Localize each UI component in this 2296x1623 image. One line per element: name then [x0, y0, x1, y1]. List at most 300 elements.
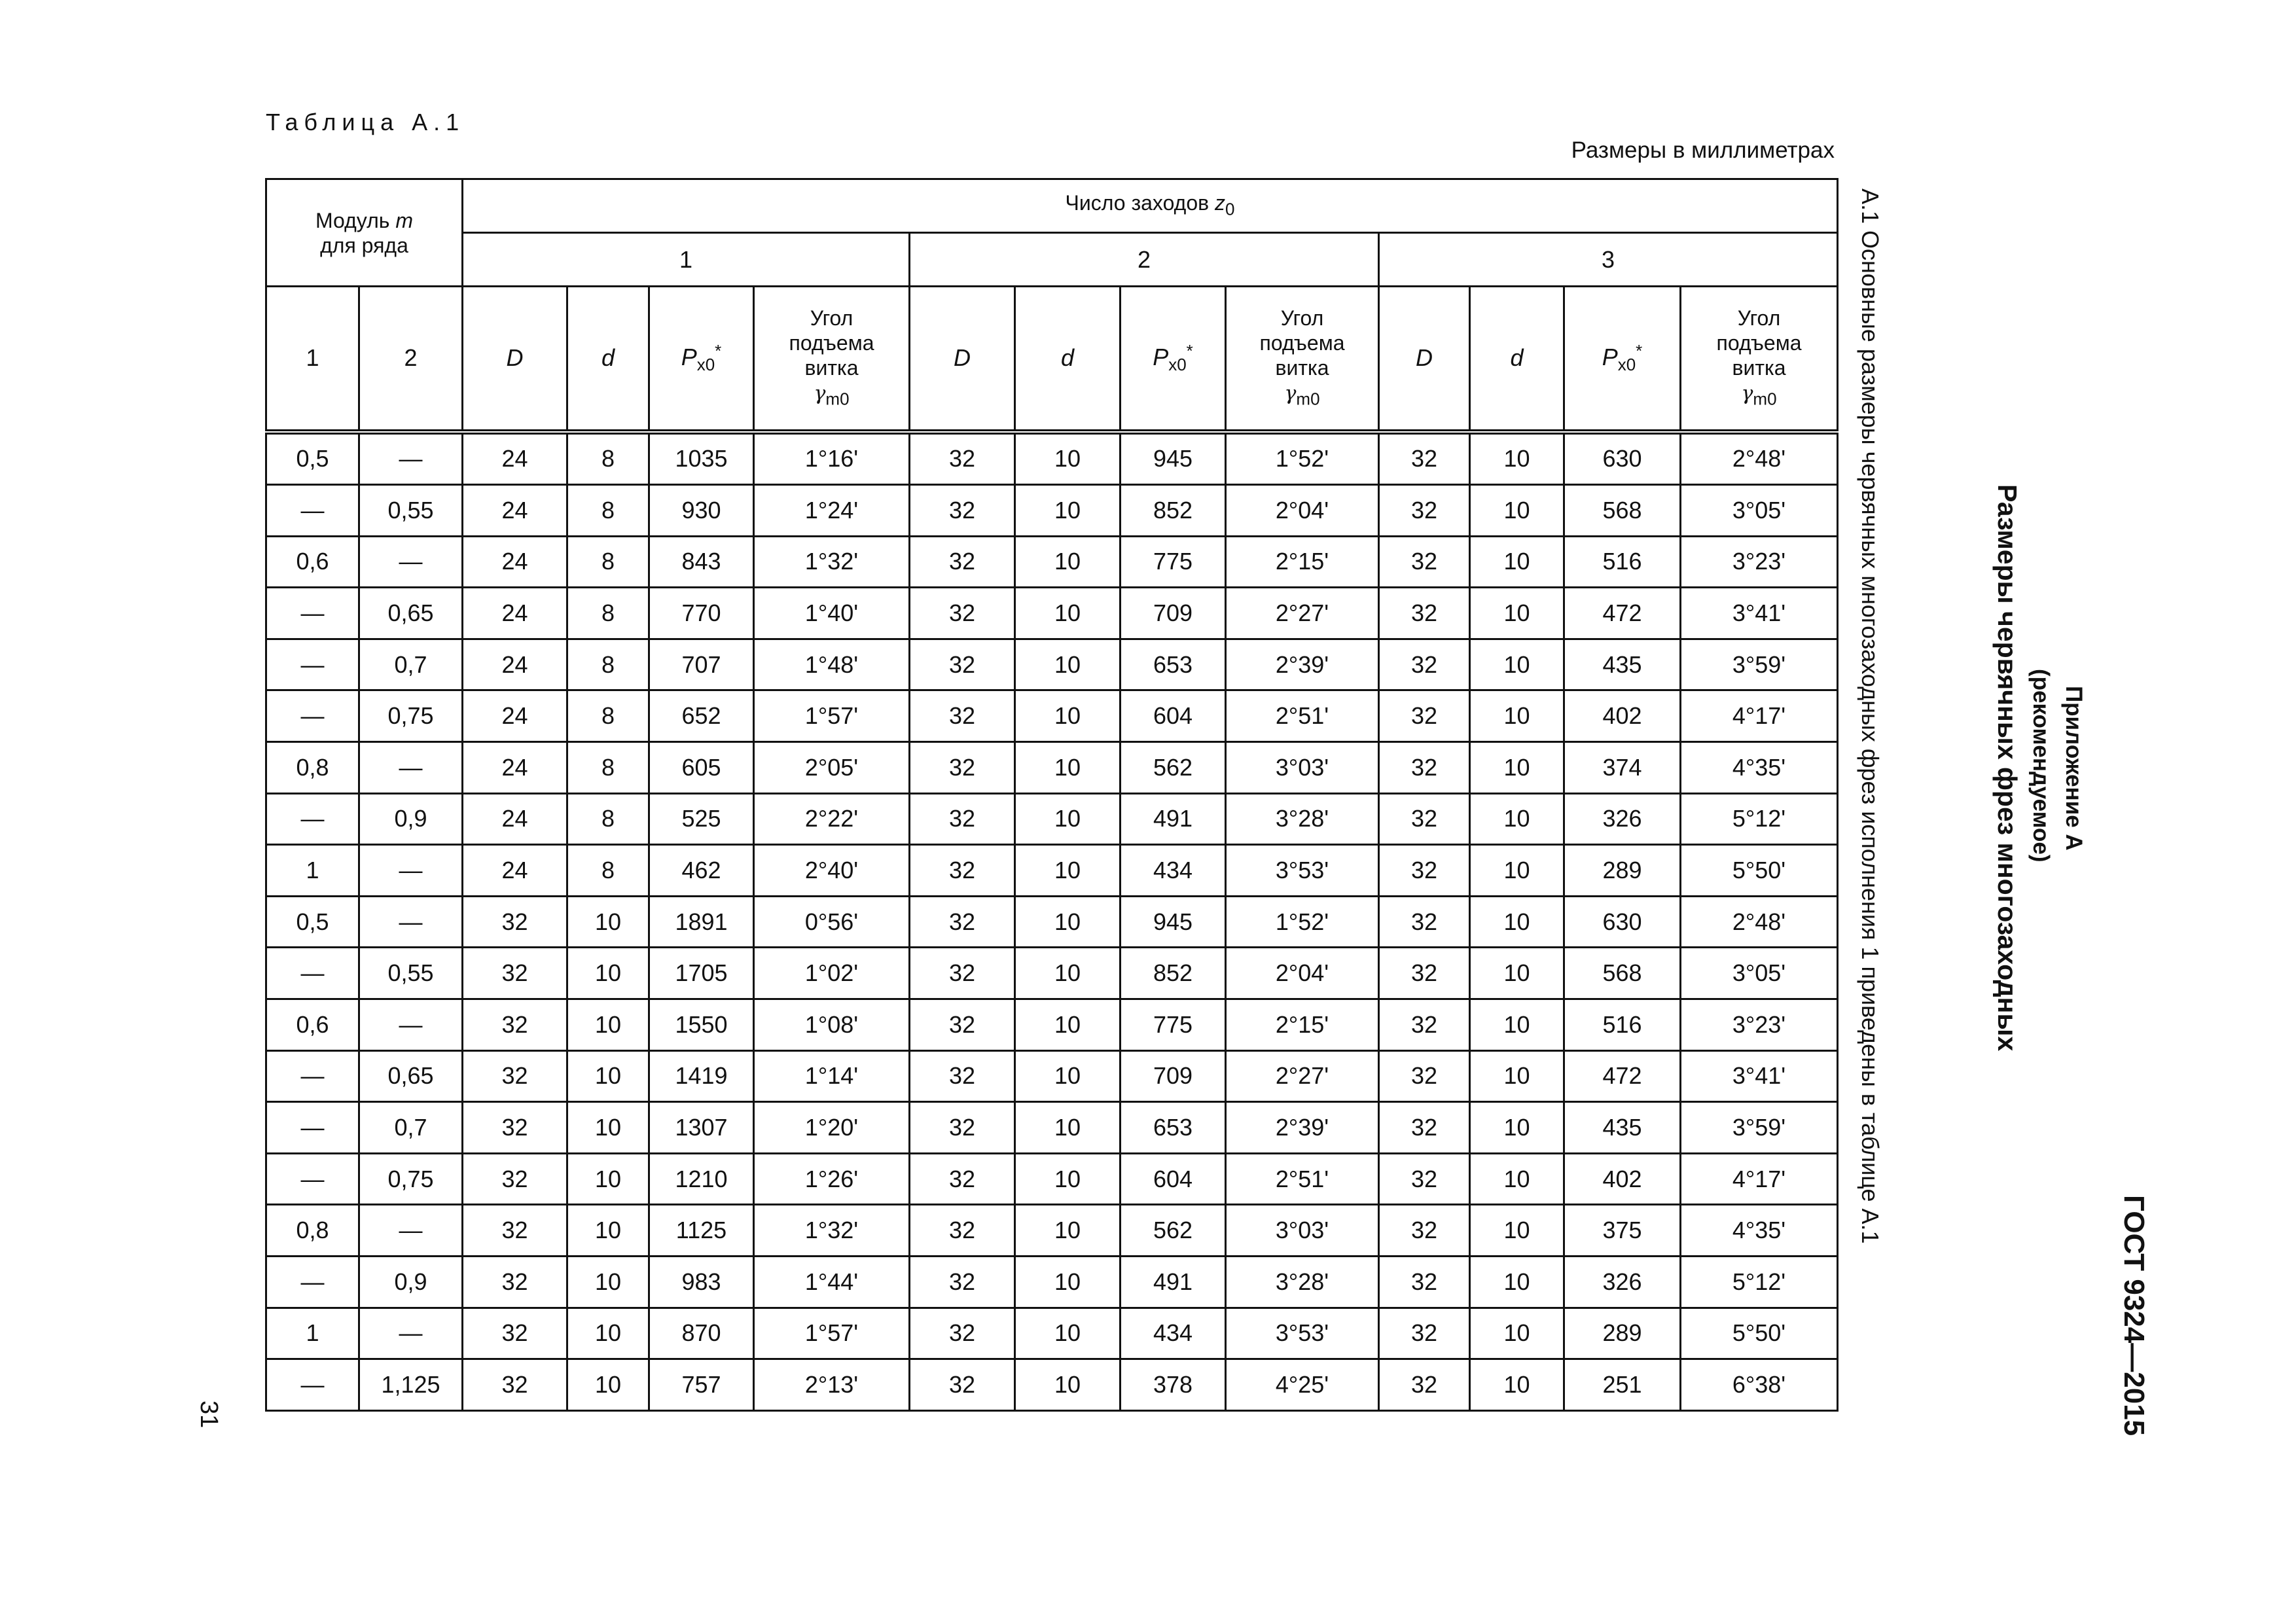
table-cell: 945	[1121, 896, 1226, 948]
table-row	[266, 948, 1838, 999]
table-cell: 32	[1379, 1359, 1470, 1411]
table-cell: 2°05'	[754, 742, 910, 794]
table-cell: 757	[649, 1359, 754, 1411]
table-cell: 568	[1564, 485, 1681, 537]
table-cell: 4°35'	[1681, 742, 1838, 794]
table-cell: 10	[1015, 793, 1121, 845]
table-row	[266, 485, 1838, 537]
table-cell: 10	[1470, 845, 1564, 897]
table-cell: 0,8	[266, 742, 359, 794]
table-cell: 32	[910, 1308, 1015, 1359]
table-cell: 8	[567, 536, 649, 588]
table-cell: 32	[1379, 485, 1470, 537]
table-cell: 1	[266, 1308, 359, 1359]
table-cell: 3°03'	[1226, 742, 1379, 794]
table-cell: 1419	[649, 1050, 754, 1102]
table-cell: 10	[567, 1153, 649, 1205]
table-cell: 10	[1015, 536, 1121, 588]
table-cell: 10	[1470, 1359, 1564, 1411]
module-symbol: m	[395, 208, 413, 232]
table-cell: 870	[649, 1308, 754, 1359]
table-cell: 3°59'	[1681, 1102, 1838, 1154]
table-cell: 2°22'	[754, 793, 910, 845]
col-angle-1: Угол подъема витка $\gamma_{m0}$	[754, 287, 910, 432]
table-cell: 32	[1379, 845, 1470, 897]
table-cell: 32	[1379, 1050, 1470, 1102]
table-cell: 24	[463, 845, 567, 897]
table-cell: 32	[1379, 1153, 1470, 1205]
table-cell: 1	[266, 845, 359, 897]
table-cell: 1°14'	[754, 1050, 910, 1102]
table-cell: 32	[910, 536, 1015, 588]
group-header-1: 1	[463, 233, 910, 287]
table-cell: 8	[567, 690, 649, 742]
table-cell: 10	[1015, 690, 1121, 742]
table-cell: 0°56'	[754, 896, 910, 948]
table-cell: 491	[1121, 1257, 1226, 1308]
table-cell: 10	[1015, 896, 1121, 948]
appendix-label: Приложение А	[2061, 686, 2087, 851]
table-cell: 1125	[649, 1205, 754, 1257]
table-cell: 1°57'	[754, 1308, 910, 1359]
table-cell: 32	[463, 1050, 567, 1102]
table-cell: 32	[463, 1308, 567, 1359]
table-cell: 32	[463, 1257, 567, 1308]
table-cell: 32	[463, 1153, 567, 1205]
table-cell: 32	[1379, 948, 1470, 999]
table-cell: 1°08'	[754, 999, 910, 1051]
note-line: А.1 Основные размеры червячных многозаходных фрез исполнения 1 приведены в таблице А.1	[1857, 188, 1884, 1244]
table-cell: 10	[1015, 845, 1121, 897]
table-cell: 770	[649, 588, 754, 639]
table-row	[266, 845, 1838, 897]
table-cell: 32	[463, 948, 567, 999]
table-cell: 562	[1121, 742, 1226, 794]
table-cell: 10	[567, 948, 649, 999]
table-row	[266, 742, 1838, 794]
table-cell: 1°32'	[754, 1205, 910, 1257]
table-cell: 2°39'	[1226, 1102, 1379, 1154]
table-cell: 1°32'	[754, 536, 910, 588]
starts-symbol: z	[1215, 190, 1226, 215]
table-cell: 1705	[649, 948, 754, 999]
table-cell: 32	[910, 1153, 1015, 1205]
table-cell: 4°17'	[1681, 1153, 1838, 1205]
table-cell: 707	[649, 639, 754, 690]
table-cell: 10	[1015, 948, 1121, 999]
module-row-text: для ряда	[320, 233, 408, 257]
table-cell: 10	[1015, 1205, 1121, 1257]
table-cell: 930	[649, 485, 754, 537]
table-cell: 604	[1121, 690, 1226, 742]
table-cell: 32	[463, 1205, 567, 1257]
table-cell: 24	[463, 742, 567, 794]
table-cell: 2°51'	[1226, 690, 1379, 742]
table-cell: 10	[1015, 1257, 1121, 1308]
table-row	[266, 432, 1838, 485]
table-cell: 10	[1015, 639, 1121, 690]
table-cell: 0,5	[266, 432, 359, 485]
table-cell: 10	[1470, 432, 1564, 485]
table-cell: 6°38'	[1681, 1359, 1838, 1411]
col-d-3: d	[1470, 287, 1564, 432]
table-cell: 10	[1470, 1205, 1564, 1257]
table-cell: 8	[567, 588, 649, 639]
table-cell: 326	[1564, 1257, 1681, 1308]
table-cell: 709	[1121, 1050, 1226, 1102]
appendix-status: (рекомендуемое)	[2028, 669, 2054, 863]
table-cell: 10	[1470, 690, 1564, 742]
table-cell: 32	[1379, 999, 1470, 1051]
table-cell: 24	[463, 793, 567, 845]
table-cell: 630	[1564, 432, 1681, 485]
table-cell: 1°40'	[754, 588, 910, 639]
table-cell: 32	[1379, 1205, 1470, 1257]
table-cell: 1°02'	[754, 948, 910, 999]
table-cell: 491	[1121, 793, 1226, 845]
table-cell: 24	[463, 536, 567, 588]
table-cell: 945	[1121, 432, 1226, 485]
table-cell: 32	[910, 896, 1015, 948]
table-cell: 630	[1564, 896, 1681, 948]
table-cell: 10	[567, 1308, 649, 1359]
table-cell: 32	[910, 845, 1015, 897]
table-cell: 10	[567, 1359, 649, 1411]
table-cell: 2°39'	[1226, 639, 1379, 690]
table-cell: 32	[910, 639, 1015, 690]
table-row	[266, 690, 1838, 742]
table-cell: 32	[910, 1050, 1015, 1102]
table-cell: 434	[1121, 1308, 1226, 1359]
table-cell: —	[359, 999, 463, 1051]
table-cell: 2°15'	[1226, 536, 1379, 588]
table-cell: 435	[1564, 1102, 1681, 1154]
col-D-2: D	[910, 287, 1015, 432]
table-cell: 0,65	[359, 588, 463, 639]
table-cell: 3°05'	[1681, 948, 1838, 999]
table-cell: 8	[567, 432, 649, 485]
table-cell: 3°59'	[1681, 639, 1838, 690]
table-row	[266, 536, 1838, 588]
table-cell: 0,75	[359, 1153, 463, 1205]
table-cell: 2°27'	[1226, 588, 1379, 639]
table-cell: 10	[1015, 588, 1121, 639]
table-cell: 0,55	[359, 948, 463, 999]
table-cell: 2°13'	[754, 1359, 910, 1411]
table-row	[266, 1359, 1838, 1411]
table-cell: 434	[1121, 845, 1226, 897]
table-cell: 3°03'	[1226, 1205, 1379, 1257]
table-cell: 1891	[649, 896, 754, 948]
table-cell: —	[359, 1205, 463, 1257]
table-cell: 10	[1470, 485, 1564, 537]
table-cell: 24	[463, 690, 567, 742]
table-cell: 5°12'	[1681, 1257, 1838, 1308]
table-cell: 5°12'	[1681, 793, 1838, 845]
col-D-1: D	[463, 287, 567, 432]
table-cell: 10	[567, 1102, 649, 1154]
table-cell: 10	[1470, 1050, 1564, 1102]
col-P-3: $P_{x0}^*$	[1564, 287, 1681, 432]
table-cell: —	[266, 793, 359, 845]
col-angle-2: Угол подъема витка $\gamma_{m0}$	[1226, 287, 1379, 432]
units-note: Размеры в миллиметрах	[1571, 137, 1835, 163]
table-cell: 3°28'	[1226, 793, 1379, 845]
table-cell: 604	[1121, 1153, 1226, 1205]
table-cell: 568	[1564, 948, 1681, 999]
row1-header: 1	[266, 287, 359, 432]
table-cell: 2°40'	[754, 845, 910, 897]
table-cell: 1°20'	[754, 1102, 910, 1154]
table-cell: 10	[567, 1257, 649, 1308]
table-cell: 775	[1121, 536, 1226, 588]
table-cell: 10	[1470, 896, 1564, 948]
table-cell: 32	[910, 1102, 1015, 1154]
table-cell: 32	[1379, 1257, 1470, 1308]
table-cell: 0,8	[266, 1205, 359, 1257]
table-cell: 32	[1379, 742, 1470, 794]
table-cell: 32	[910, 690, 1015, 742]
appendix-title: Размеры червячных фрез многозаходных	[1992, 484, 2022, 1052]
table-cell: 32	[1379, 588, 1470, 639]
table-cell: 0,7	[359, 639, 463, 690]
table-cell: 2°04'	[1226, 485, 1379, 537]
starts-subscript: 0	[1225, 199, 1235, 219]
table-cell: 10	[1015, 742, 1121, 794]
table-row	[266, 1205, 1838, 1257]
table-cell: 32	[463, 999, 567, 1051]
table-cell: 2°15'	[1226, 999, 1379, 1051]
table-cell: 375	[1564, 1205, 1681, 1257]
table-cell: 10	[1470, 742, 1564, 794]
table-row	[266, 1308, 1838, 1359]
table-cell: 652	[649, 690, 754, 742]
table-cell: 4°17'	[1681, 690, 1838, 742]
table-cell: 10	[1470, 948, 1564, 999]
table-cell: 0,7	[359, 1102, 463, 1154]
table-cell: 24	[463, 485, 567, 537]
col-P-1: $P_{x0}^*$	[649, 287, 754, 432]
table-cell: 1°52'	[1226, 896, 1379, 948]
col-D-3: D	[1379, 287, 1470, 432]
table-cell: 32	[910, 1359, 1015, 1411]
table-cell: 32	[463, 896, 567, 948]
table-cell: 8	[567, 742, 649, 794]
table-cell: 0,55	[359, 485, 463, 537]
table-cell: 653	[1121, 639, 1226, 690]
table-cell: 3°41'	[1681, 588, 1838, 639]
table-cell: 1°52'	[1226, 432, 1379, 485]
table-cell: 402	[1564, 1153, 1681, 1205]
col-P-2: $P_{x0}^*$	[1121, 287, 1226, 432]
table-cell: 374	[1564, 742, 1681, 794]
module-header-text: Модуль	[315, 208, 396, 232]
table-cell: 10	[1470, 1102, 1564, 1154]
table-cell: 653	[1121, 1102, 1226, 1154]
table-cell: 251	[1564, 1359, 1681, 1411]
table-cell: 10	[567, 896, 649, 948]
table-cell: 775	[1121, 999, 1226, 1051]
table-cell: —	[266, 588, 359, 639]
table-cell: 32	[1379, 793, 1470, 845]
table-cell: 1210	[649, 1153, 754, 1205]
table-cell: 10	[567, 1050, 649, 1102]
group-header-3: 3	[1379, 233, 1838, 287]
table-cell: —	[266, 948, 359, 999]
table-cell: 10	[567, 999, 649, 1051]
table-cell: 10	[1015, 1308, 1121, 1359]
table-cell: 0,65	[359, 1050, 463, 1102]
table-cell: 24	[463, 639, 567, 690]
table-cell: 32	[910, 793, 1015, 845]
page-number: 31	[195, 1400, 223, 1429]
table-cell: 1°16'	[754, 432, 910, 485]
table-cell: 0,6	[266, 999, 359, 1051]
table-cell: 4°25'	[1226, 1359, 1379, 1411]
table-cell: 10	[1470, 999, 1564, 1051]
table-cell: 605	[649, 742, 754, 794]
table-cell: 2°27'	[1226, 1050, 1379, 1102]
table-cell: 10	[1015, 1153, 1121, 1205]
row2-header: 2	[359, 287, 463, 432]
table-cell: 3°53'	[1226, 845, 1379, 897]
table-cell: 0,5	[266, 896, 359, 948]
table-cell: 32	[910, 948, 1015, 999]
table-row	[266, 1257, 1838, 1308]
table-cell: 2°48'	[1681, 896, 1838, 948]
table-cell: 3°53'	[1226, 1308, 1379, 1359]
table-cell: 1°26'	[754, 1153, 910, 1205]
table-cell: 8	[567, 485, 649, 537]
table-cell: —	[266, 1050, 359, 1102]
table-cell: 289	[1564, 845, 1681, 897]
table-cell: 852	[1121, 485, 1226, 537]
table-cell: —	[266, 690, 359, 742]
table-cell: —	[266, 1102, 359, 1154]
table-cell: 10	[1470, 1257, 1564, 1308]
table-cell: 709	[1121, 588, 1226, 639]
table-cell: 10	[1015, 432, 1121, 485]
table-cell: 289	[1564, 1308, 1681, 1359]
table-cell: 525	[649, 793, 754, 845]
table-cell: —	[359, 742, 463, 794]
table-cell: 10	[1470, 639, 1564, 690]
table-cell: 32	[910, 588, 1015, 639]
table-cell: —	[359, 1308, 463, 1359]
table-cell: —	[266, 1359, 359, 1411]
table-cell: 843	[649, 536, 754, 588]
table-cell: 10	[1015, 1102, 1121, 1154]
col-d-1: d	[567, 287, 649, 432]
table-cell: 3°05'	[1681, 485, 1838, 537]
table-cell: 32	[1379, 690, 1470, 742]
table-cell: 32	[910, 742, 1015, 794]
table-cell: 32	[1379, 432, 1470, 485]
table-cell: 32	[1379, 1102, 1470, 1154]
table-cell: 10	[1015, 1359, 1121, 1411]
table-cell: 32	[910, 1205, 1015, 1257]
table-cell: 5°50'	[1681, 1308, 1838, 1359]
table-cell: 32	[463, 1359, 567, 1411]
table-cell: 1307	[649, 1102, 754, 1154]
group-header-2: 2	[910, 233, 1379, 287]
table-cell: 472	[1564, 1050, 1681, 1102]
table-cell: 3°23'	[1681, 999, 1838, 1051]
table-cell: 32	[910, 485, 1015, 537]
table-cell: 1035	[649, 432, 754, 485]
table-cell: —	[266, 1257, 359, 1308]
table-cell: —	[359, 845, 463, 897]
table-row	[266, 588, 1838, 639]
standard-id: ГОСТ 9324—2015	[2118, 1195, 2150, 1436]
table-cell: 32	[1379, 1308, 1470, 1359]
table-cell: 10	[1470, 536, 1564, 588]
table-cell: 4°35'	[1681, 1205, 1838, 1257]
table-row	[266, 896, 1838, 948]
table-cell: 3°23'	[1681, 536, 1838, 588]
table-cell: 10	[1470, 1153, 1564, 1205]
table-cell: 562	[1121, 1205, 1226, 1257]
table-caption: Таблица А.1	[266, 109, 465, 135]
table-cell: 10	[1015, 999, 1121, 1051]
dimensions-table	[265, 178, 1839, 1412]
table-row	[266, 639, 1838, 690]
table-row	[266, 1050, 1838, 1102]
table-body	[266, 432, 1838, 1411]
table-cell: 3°41'	[1681, 1050, 1838, 1102]
table-cell: 24	[463, 432, 567, 485]
table-cell: 2°51'	[1226, 1153, 1379, 1205]
starts-header-text: Число заходов	[1065, 190, 1215, 215]
col-angle-3: Угол подъема витка $\gamma_{m0}$	[1681, 287, 1838, 432]
table-cell: 10	[567, 1205, 649, 1257]
table-cell: 8	[567, 639, 649, 690]
table-row	[266, 1102, 1838, 1154]
table-cell: 32	[910, 432, 1015, 485]
table-cell: 435	[1564, 639, 1681, 690]
table-cell: 32	[1379, 896, 1470, 948]
table-row	[266, 1153, 1838, 1205]
table-cell: 5°50'	[1681, 845, 1838, 897]
starts-header	[463, 179, 1838, 233]
table-cell: 1°24'	[754, 485, 910, 537]
table-cell: 10	[1470, 588, 1564, 639]
table-cell: 1,125	[359, 1359, 463, 1411]
table-cell: 462	[649, 845, 754, 897]
table-cell: —	[266, 485, 359, 537]
table-cell: 402	[1564, 690, 1681, 742]
table-cell: 516	[1564, 536, 1681, 588]
table-cell: 3°28'	[1226, 1257, 1379, 1308]
col-d-2: d	[1015, 287, 1121, 432]
table-cell: 10	[1015, 1050, 1121, 1102]
module-header	[266, 179, 463, 287]
table-cell: —	[266, 1153, 359, 1205]
table-cell: 378	[1121, 1359, 1226, 1411]
table-cell: 32	[1379, 536, 1470, 588]
table-cell: 0,9	[359, 793, 463, 845]
table-cell: 32	[463, 1102, 567, 1154]
table-cell: 1°44'	[754, 1257, 910, 1308]
table-cell: 8	[567, 793, 649, 845]
table-cell: 8	[567, 845, 649, 897]
table-cell: —	[359, 432, 463, 485]
table-cell: 24	[463, 588, 567, 639]
table-cell: 0,75	[359, 690, 463, 742]
table-cell: 32	[910, 999, 1015, 1051]
table-cell: 2°48'	[1681, 432, 1838, 485]
table-cell: 10	[1015, 485, 1121, 537]
